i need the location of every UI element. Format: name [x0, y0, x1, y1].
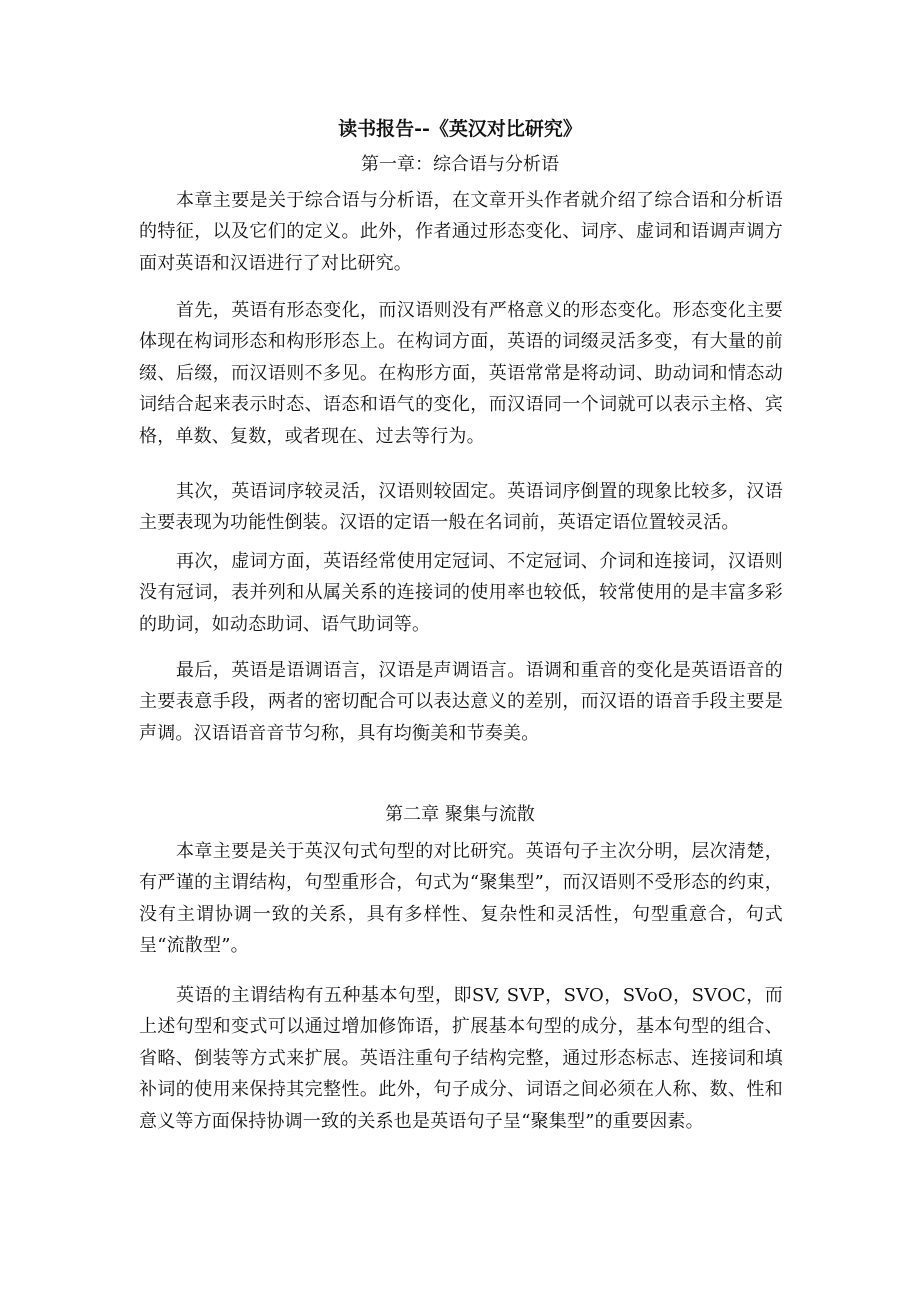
chapter-2-heading: 第二章 聚集与流散	[385, 804, 535, 825]
document-title: 读书报告--《英汉对比研究》	[338, 118, 582, 140]
chapter-1-paragraph-5: 最后，英语是语调语言，汉语是声调语言。语调和重音的变化是英语语音的主要表意手段，两者的密切配合可以表达意义的差别，而汉语的语音手段主要是声调。汉语语音音节匀称，具有均衡美和节奏美。	[139, 660, 783, 744]
chapter-1-paragraph-3: 其次，英语词序较灵活，汉语则较固定。英语词序倒置的现象比较多，汉语主要表现为功能性倒装。汉语的定语一般在名词前，英语定语位置较灵活。	[139, 481, 783, 534]
chapter-1-paragraph-2: 首先，英语有形态变化，而汉语则没有严格意义的形态变化。形态变化主要体现在构词形态和构形形态上。在构词方面，英语的词缀灵活多变，有大量的前缀、后缀，而汉语则不多见。在构形方面，英语常常是将动词、助动词和情态动词结合起来表示时态、语态和语气的变化，而汉语同一个词就可以表示主格、宾格，单数、复数，或者现在、过去等行为。	[139, 300, 783, 447]
chapter-1-paragraph-1: 本章主要是关于综合语与分析语，在文章开头作者就介绍了综合语和分析语的特征，以及它们的定义。此外，作者通过形态变化、词序、虚词和语调声调方面对英语和汉语进行了对比研究。	[139, 190, 783, 274]
chapter-1-heading: 第一章：综合语与分析语	[361, 154, 559, 175]
chapter-2-paragraph-2: 英语的主谓结构有五种基本句型，即SV, SVP，SVO，SVoO，SVOC，而上述句型和变式可以通过增加修饰语，扩展基本句型的成分，基本句型的组合、省略、倒装等方式来扩展。英语注重句子结构完整，通过形态标志、连接词和填补词的使用来保持其完整性。此外，句子成分、词语之间必须在人称、数、性和意义等方面保持协调一致的关系也是英语句子呈“聚集型”的重要因素。	[139, 985, 783, 1132]
chapter-1-paragraph-4: 再次，虚词方面，英语经常使用定冠词、不定冠词、介词和连接词，汉语则没有冠词，表并列和从属关系的连接词的使用率也较低，较常使用的是丰富多彩的助词，如动态助词、语气助词等。	[139, 551, 783, 635]
chapter-2-paragraph-1: 本章主要是关于英汉句式句型的对比研究。英语句子主次分明，层次清楚，有严谨的主谓结构，句型重形合，句式为“聚集型”，而汉语则不受形态的约束，没有主谓协调一致的关系，具有多样性、复杂性和灵活性，句型重意合，句式呈“流散型”。	[139, 841, 783, 957]
